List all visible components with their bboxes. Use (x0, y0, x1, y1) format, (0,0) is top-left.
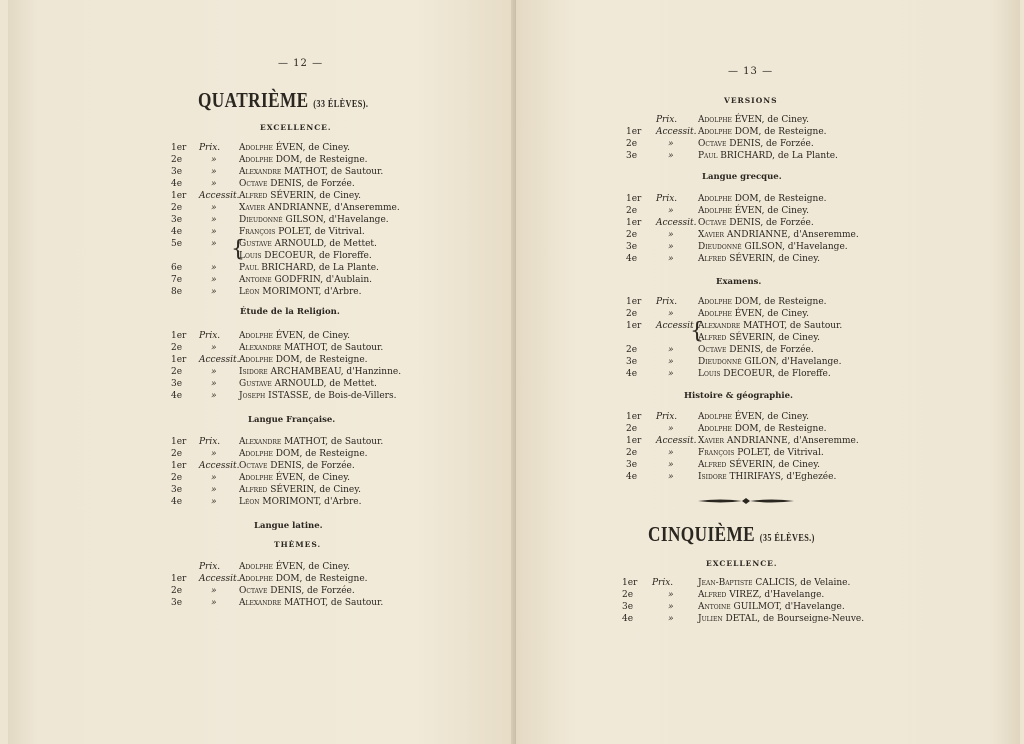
award-label: Accessit. (199, 191, 240, 201)
rank: 2e (626, 309, 638, 319)
first-name: Xavier (698, 436, 727, 446)
award-label: » (211, 203, 217, 213)
student-name (239, 597, 383, 609)
class-title-cinquieme (648, 522, 815, 547)
student-name (698, 126, 827, 138)
award-label: » (668, 460, 674, 470)
surname-place: DENIS, de Forzée. (270, 586, 355, 596)
surname-place: MATHOT, de Sautour. (284, 437, 384, 447)
first-name: Adolphe (239, 143, 276, 153)
rank: 1er (171, 574, 187, 584)
surname-place: BRICHARD, de La Plante. (261, 263, 379, 273)
award-label: » (211, 497, 217, 507)
student-name (698, 368, 831, 380)
first-name: Léon (239, 287, 263, 297)
rank: 2e (171, 343, 183, 353)
award-label: » (668, 424, 674, 434)
surname-place: BRICHARD, de La Plante. (720, 151, 838, 161)
award-label: » (211, 179, 217, 189)
rank: 1er (626, 412, 642, 422)
class-title-text: QUATRIÈME (198, 88, 309, 112)
student-name (239, 378, 377, 390)
section-heading: Histoire & géographie. (684, 391, 794, 401)
rank: 2e (171, 155, 183, 165)
surname-place: DOM, de Resteigne. (734, 127, 827, 137)
surname-place: DENIS, de Forzée. (729, 345, 814, 355)
rank: 1er (626, 297, 642, 307)
first-name: Alexandre (698, 321, 744, 331)
award-label: Accessit. (199, 461, 240, 471)
surname-place: ÉVEN, de Ciney. (275, 143, 350, 153)
surname-place: ANDRIANNE, d'Anseremme. (726, 230, 859, 240)
rank: 4e (171, 227, 183, 237)
student-name (698, 344, 814, 356)
student-name (698, 114, 809, 126)
award-label: Prix. (199, 562, 221, 572)
surname-place: MORIMONT, d'Arbre. (262, 287, 362, 297)
section-heading: Examens. (716, 277, 762, 287)
award-label: » (668, 614, 674, 624)
class-title-quatrieme (198, 88, 368, 113)
surname-place: DOM, de Resteigne. (275, 449, 368, 459)
first-name: Gustave (239, 239, 275, 249)
first-name: Antoine (239, 275, 275, 285)
award-label: » (668, 357, 674, 367)
first-name: Dieudonné (239, 215, 286, 225)
award-label: Prix. (652, 578, 674, 588)
surname-place: GILON, d'Havelange. (744, 357, 842, 367)
student-name (698, 471, 836, 483)
award-label: » (211, 598, 217, 608)
rank: 2e (626, 448, 638, 458)
rank: 4e (626, 254, 638, 264)
award-label: Prix. (199, 143, 221, 153)
surname-place: POLET, de Vitrival. (737, 448, 824, 458)
rank: 1er (626, 127, 642, 137)
first-name: Adolphe (698, 412, 735, 422)
award-label: » (211, 227, 217, 237)
surname-place: DOM, de Resteigne. (275, 155, 368, 165)
surname-place: ANDRIANNE, d'Anseremme. (267, 203, 400, 213)
first-name: Adolphe (239, 562, 276, 572)
student-name (698, 589, 824, 601)
rank: 3e (622, 602, 634, 612)
first-name: Alfred (698, 460, 730, 470)
award-label: Prix. (656, 297, 678, 307)
surname-place: DENIS, de Forzée. (729, 218, 814, 228)
award-label: Accessit. (199, 355, 240, 365)
student-name (239, 214, 389, 226)
rank: 3e (626, 242, 638, 252)
student-name (239, 472, 350, 484)
student-name (239, 448, 368, 460)
rank: 4e (171, 391, 183, 401)
surname-place: DENIS, de Forzée. (270, 179, 355, 189)
award-label: » (211, 239, 217, 249)
first-name: Alfred (698, 254, 730, 264)
student-name (239, 166, 383, 178)
rank: 3e (171, 485, 183, 495)
student-name (698, 229, 859, 241)
first-name: Paul (698, 151, 721, 161)
rank: 3e (626, 357, 638, 367)
surname-place: DECOEUR, de Floreffe. (723, 369, 831, 379)
first-name: Isidore (698, 472, 730, 482)
first-name: Dieudonné (698, 357, 745, 367)
rank: 1er (171, 437, 187, 447)
brace-mark: { (231, 237, 245, 262)
surname-place: ÉVEN, de Ciney. (734, 206, 809, 216)
rank: 2e (626, 139, 638, 149)
surname-place: MATHOT, de Sautour. (284, 598, 384, 608)
surname-place: THIRIFAYS, d'Eghezée. (729, 472, 837, 482)
first-name: Joseph (239, 391, 269, 401)
surname-place: ÉVEN, de Ciney. (275, 331, 350, 341)
award-label: Prix. (656, 412, 678, 422)
surname-place: SÉVERIN, de Ciney. (270, 485, 361, 495)
first-name: Adolphe (239, 331, 276, 341)
first-name: Adolphe (698, 127, 735, 137)
rank: 1er (171, 191, 187, 201)
rank: 3e (626, 151, 638, 161)
award-label: » (211, 343, 217, 353)
section-heading: Étude de la Religion. (240, 307, 340, 317)
rank: 3e (171, 215, 183, 225)
award-label: » (211, 473, 217, 483)
surname-place: MORIMONT, d'Arbre. (262, 497, 362, 507)
rank: 1er (626, 321, 642, 331)
award-label: Accessit. (656, 436, 697, 446)
student-name (239, 390, 396, 402)
first-name: Léon (239, 497, 263, 507)
first-name: Louis (698, 369, 724, 379)
rank: 8e (171, 287, 183, 297)
rank: 1er (171, 331, 187, 341)
first-name: Alexandre (239, 343, 285, 353)
student-name (698, 296, 827, 308)
student-name (698, 217, 814, 229)
first-name: Alfred (239, 191, 271, 201)
student-name (239, 202, 400, 214)
student-name (239, 238, 377, 250)
first-name: Adolphe (698, 115, 735, 125)
student-name (239, 460, 355, 472)
award-label: » (668, 139, 674, 149)
first-name: Octave (698, 139, 730, 149)
surname-place: ANDRIANNE, d'Anseremme. (726, 436, 859, 446)
surname-place: DOM, de Resteigne. (734, 297, 827, 307)
first-name: Alexandre (239, 437, 285, 447)
rank: 2e (626, 345, 638, 355)
section-heading: Langue latine. (254, 521, 323, 531)
student-name (239, 286, 361, 298)
award-label: » (211, 215, 217, 225)
rank: 1er (171, 355, 187, 365)
surname-place: DETAL, de Bourseigne-Neuve. (725, 614, 865, 624)
first-name: Adolphe (698, 309, 735, 319)
student-name (239, 142, 350, 154)
rank: 7e (171, 275, 183, 285)
student-name (239, 496, 361, 508)
rank: 4e (626, 472, 638, 482)
first-name: Octave (698, 218, 730, 228)
page-number-left: — 12 — (278, 58, 324, 69)
award-label: » (211, 586, 217, 596)
surname-place: ÉVEN, de Ciney. (734, 412, 809, 422)
first-name: Adolphe (698, 424, 735, 434)
student-name (239, 178, 355, 190)
rank: 2e (626, 424, 638, 434)
first-name: Adolphe (698, 194, 735, 204)
section-heading: EXCELLENCE. (260, 123, 332, 132)
student-name (239, 484, 361, 496)
student-name (239, 250, 372, 262)
rank: 2e (622, 590, 634, 600)
award-label: » (668, 151, 674, 161)
first-name: François (239, 227, 279, 237)
first-name: Adolphe (239, 574, 276, 584)
student-name (698, 423, 827, 435)
surname-place: ÉVEN, de Ciney. (275, 473, 350, 483)
rank: 1er (626, 436, 642, 446)
student-name (239, 262, 379, 274)
surname-place: GUILMOT, d'Havelange. (733, 602, 845, 612)
rank: 4e (622, 614, 634, 624)
rank: 3e (171, 598, 183, 608)
student-name (239, 154, 368, 166)
award-label: Accessit. (199, 574, 240, 584)
first-name: Xavier (698, 230, 727, 240)
award-label: » (668, 369, 674, 379)
rank: 1er (626, 194, 642, 204)
first-name: Alfred (698, 333, 730, 343)
rank: 4e (171, 179, 183, 189)
first-name: Adolphe (239, 473, 276, 483)
rank: 2e (171, 367, 183, 377)
first-name: Louis (239, 251, 265, 261)
student-name (698, 320, 842, 332)
surname-place: ARCHAMBEAU, d'Hanzinne. (270, 367, 402, 377)
first-name: Octave (239, 461, 271, 471)
award-label: » (211, 449, 217, 459)
student-name (239, 226, 365, 238)
surname-place: CALICIS, de Velaine. (755, 578, 851, 588)
award-label: » (211, 391, 217, 401)
student-name (239, 366, 401, 378)
first-name: François (698, 448, 738, 458)
award-label: » (211, 155, 217, 165)
first-name: Octave (239, 586, 271, 596)
award-label: » (668, 206, 674, 216)
rank: 2e (171, 449, 183, 459)
rank: 3e (171, 379, 183, 389)
surname-place: MATHOT, de Sautour. (284, 343, 384, 353)
first-name: Dieudonné (698, 242, 745, 252)
rank: 1er (626, 218, 642, 228)
award-label: » (211, 367, 217, 377)
section-heading: VERSIONS (724, 96, 778, 105)
award-label: Prix. (199, 437, 221, 447)
first-name: Alfred (239, 485, 271, 495)
rank: 1er (622, 578, 638, 588)
student-name (239, 585, 355, 597)
award-label: » (668, 230, 674, 240)
rank: 2e (171, 203, 183, 213)
first-name: Antoine (698, 602, 734, 612)
award-label: » (211, 275, 217, 285)
page-number-right: — 13 — (728, 66, 774, 77)
first-name: Adolphe (239, 155, 276, 165)
award-label: » (211, 287, 217, 297)
surname-place: DENIS, de Forzée. (729, 139, 814, 149)
award-label: » (668, 309, 674, 319)
surname-place: GILSON, d'Havelange. (285, 215, 389, 225)
surname-place: DENIS, de Forzée. (270, 461, 355, 471)
student-name (698, 308, 809, 320)
section-heading: Langue grecque. (702, 172, 782, 182)
student-name (698, 138, 814, 150)
surname-place: DECOEUR, de Floreffe. (264, 251, 372, 261)
award-label: Accessit (656, 321, 694, 331)
class-title-text: CINQUIÈME (648, 522, 756, 546)
first-name: Alexandre (239, 598, 285, 608)
rank: 4e (171, 497, 183, 507)
surname-place: DOM, de Resteigne. (275, 355, 368, 365)
ornament-divider (696, 496, 796, 506)
section-heading: EXCELLENCE. (706, 559, 778, 568)
rank: 2e (171, 473, 183, 483)
student-name (239, 330, 350, 342)
award-label: » (668, 590, 674, 600)
surname-place: SÉVERIN, de Ciney. (270, 191, 361, 201)
surname-place: MATHOT, de Sautour. (743, 321, 843, 331)
rank: 1er (171, 143, 187, 153)
surname-place: GODFRIN, d'Aublain. (274, 275, 372, 285)
surname-place: ÉVEN, de Ciney. (275, 562, 350, 572)
class-count: (33 ÉLÈVES). (313, 99, 369, 110)
rank: 5e (171, 239, 183, 249)
first-name: Gustave (239, 379, 275, 389)
first-name: Adolphe (239, 449, 276, 459)
surname-place: ARNOULD, de Mettet. (274, 379, 377, 389)
award-label: Prix. (656, 115, 678, 125)
student-name (698, 601, 845, 613)
student-name (239, 561, 350, 573)
student-name (698, 150, 838, 162)
award-label: Accessit. (656, 218, 697, 228)
section-heading: Langue Française. (248, 415, 336, 425)
first-name: Jean-Baptiste (698, 578, 756, 588)
student-name (698, 205, 809, 217)
first-name: Octave (239, 179, 271, 189)
surname-place: POLET, de Vitrival. (278, 227, 365, 237)
award-label: » (668, 602, 674, 612)
student-name (698, 411, 809, 423)
surname-place: DOM, de Resteigne. (275, 574, 368, 584)
surname-place: DOM, de Resteigne. (734, 194, 827, 204)
surname-place: SÉVERIN, de Ciney. (729, 333, 820, 343)
student-name (698, 435, 859, 447)
first-name: Paul (239, 263, 262, 273)
left-page (8, 0, 516, 744)
surname-place: DOM, de Resteigne. (734, 424, 827, 434)
first-name: Isidore (239, 367, 271, 377)
right-page (516, 0, 1020, 744)
award-label: » (668, 345, 674, 355)
rank: 2e (171, 586, 183, 596)
student-name (698, 459, 820, 471)
student-name (239, 354, 368, 366)
student-name (239, 436, 383, 448)
section-subheading: THÈMES. (274, 540, 322, 549)
award-label: » (211, 485, 217, 495)
surname-place: ARNOULD, de Mettet. (274, 239, 377, 249)
student-name (698, 193, 827, 205)
first-name: Alexandre (239, 167, 285, 177)
first-name: Adolphe (239, 355, 276, 365)
student-name (698, 332, 820, 344)
surname-place: SÉVERIN, de Ciney. (729, 254, 820, 264)
rank: 2e (626, 206, 638, 216)
award-label: Prix. (199, 331, 221, 341)
award-label: » (211, 379, 217, 389)
award-label: » (211, 263, 217, 273)
surname-place: ISTASSE, de Bois-de-Villers. (268, 391, 397, 401)
first-name: Alfred (698, 590, 730, 600)
rank: 2e (626, 230, 638, 240)
class-count: (35 ÉLÈVES.) (759, 533, 815, 544)
award-label: » (668, 242, 674, 252)
award-label: » (668, 448, 674, 458)
student-name (698, 356, 841, 368)
award-label: » (668, 254, 674, 264)
first-name: Octave (698, 345, 730, 355)
student-name (698, 253, 820, 265)
award-label: Accessit. (656, 127, 697, 137)
surname-place: ÉVEN, de Ciney. (734, 115, 809, 125)
student-name (698, 447, 824, 459)
student-name (239, 190, 361, 202)
rank: 3e (626, 460, 638, 470)
surname-place: VIREZ, d'Havelange. (729, 590, 825, 600)
surname-place: SÉVERIN, de Ciney. (729, 460, 820, 470)
student-name (698, 577, 850, 589)
surname-place: MATHOT, de Sautour. (284, 167, 384, 177)
first-name: Xavier (239, 203, 268, 213)
surname-place: ÉVEN, de Ciney. (734, 309, 809, 319)
student-name (239, 342, 383, 354)
award-label: » (211, 167, 217, 177)
rank: 4e (626, 369, 638, 379)
brace-mark: { (690, 319, 704, 344)
rank: 6e (171, 263, 183, 273)
student-name (239, 274, 372, 286)
first-name: Julien (698, 614, 726, 624)
student-name (239, 573, 368, 585)
award-label: » (668, 472, 674, 482)
student-name (698, 613, 864, 625)
surname-place: GILSON, d'Havelange. (744, 242, 848, 252)
student-name (698, 241, 848, 253)
first-name: Adolphe (698, 297, 735, 307)
rank: 1er (171, 461, 187, 471)
award-label: Prix. (656, 194, 678, 204)
rank: 3e (171, 167, 183, 177)
first-name: Adolphe (698, 206, 735, 216)
